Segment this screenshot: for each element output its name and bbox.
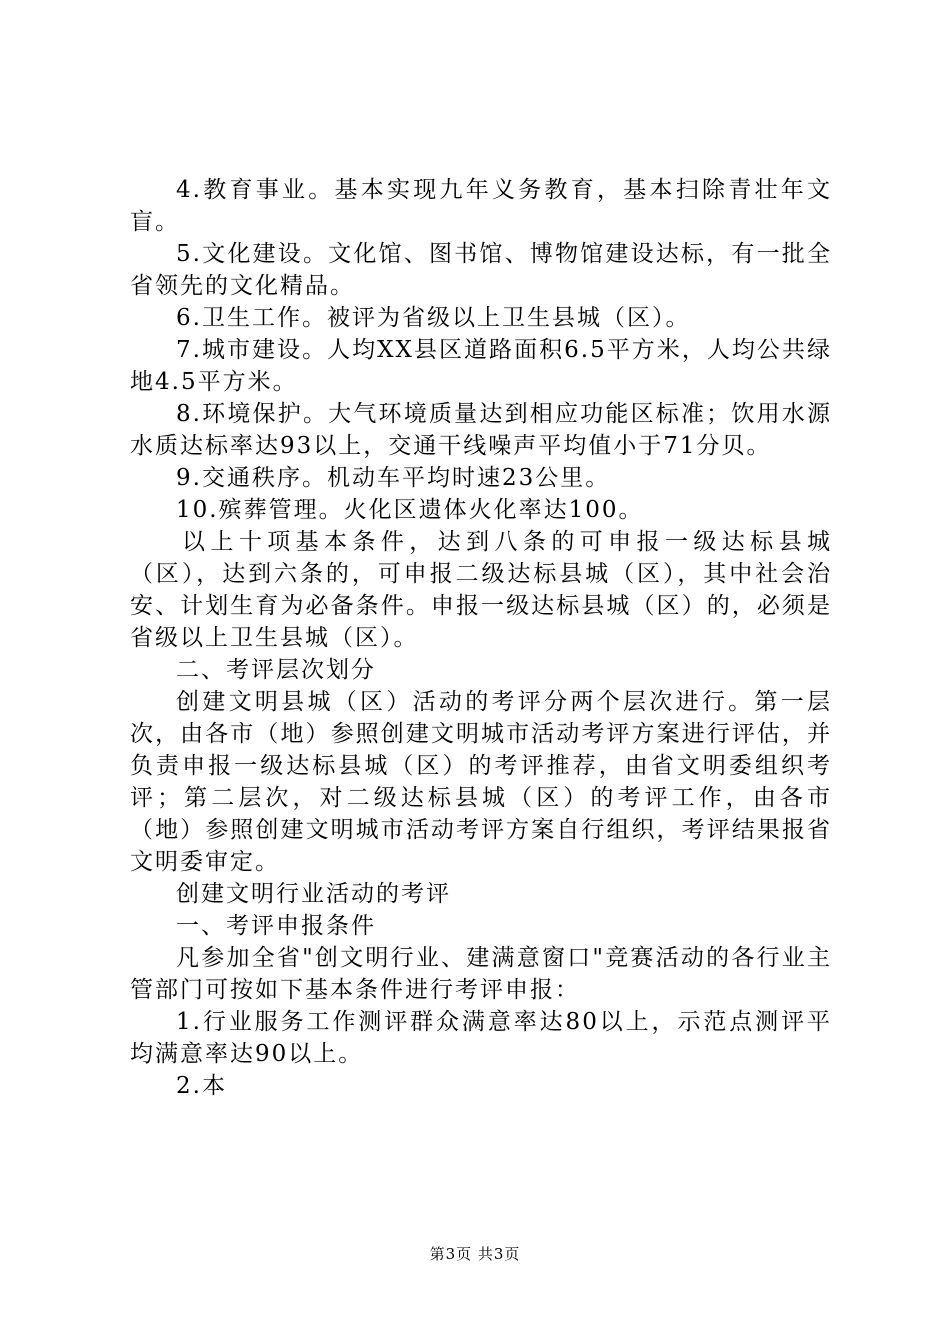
section-heading-industry-evaluation: 创建文明行业活动的考评 xyxy=(176,881,451,907)
paragraph-funeral: 10.殡葬管理。火化区遗体火化率达100。 xyxy=(176,497,644,523)
document-body xyxy=(130,174,832,1102)
paragraph-education: 4.教育事业。基本实现九年义务教育，基本扫除青壮年文盲。 xyxy=(130,177,832,235)
page-number-footer: 第3页 共3页 xyxy=(429,1245,521,1263)
paragraph-truncated-item: 2.本 xyxy=(176,1073,227,1099)
paragraph-conditions-summary: 以上十项基本条件，达到八条的可申报一级达标县城（区），达到六条的，可申报二级达标县城（区），其中社会治安、计划生育为必备条件。申报一级达标县城（区）的，必须是省级以上卫生县城（区）。 xyxy=(130,529,832,651)
paragraph-application-intro: 凡参加全省"创文明行业、建满意窗口"竞赛活动的各行业主管部门可按如下基本条件进行考评申报： xyxy=(130,945,832,1003)
paragraph-traffic: 9.交通秩序。机动车平均时速23公里。 xyxy=(176,465,611,491)
section-heading-evaluation-levels: 二、考评层次划分 xyxy=(176,657,376,683)
paragraph-environment: 8.环境保护。大气环境质量达到相应功能区标准；饮用水源水质达标率达93以上，交通干线噪声平均值小于71分贝。 xyxy=(130,401,832,459)
paragraph-culture: 5.文化建设。文化馆、图书馆、博物馆建设达标，有一批全省领先的文化精品。 xyxy=(130,241,832,299)
paragraph-health: 6.卫生工作。被评为省级以上卫生县城（区）。 xyxy=(176,305,691,331)
paragraph-urban-construction: 7.城市建设。人均XX县区道路面积6.5平方米，人均公共绿地4.5平方米。 xyxy=(130,337,832,395)
paragraph-evaluation-levels: 创建文明县城（区）活动的考评分两个层次进行。第一层次，由各市（地）参照创建文明城市活动考评方案进行评估，并负责申报一级达标县城（区）的考评推荐，由省文明委组织考评；第二层次，对二级达标县城（区）的考评工作，由各市（地）参照创建文明城市活动考评方案自行组织，考评结果报省文明委审定。 xyxy=(130,689,832,875)
section-heading-application-conditions: 一、考评申报条件 xyxy=(176,913,376,939)
paragraph-satisfaction-rate: 1.行业服务工作测评群众满意率达80以上，示范点测评平均满意率达90以上。 xyxy=(130,1009,832,1067)
